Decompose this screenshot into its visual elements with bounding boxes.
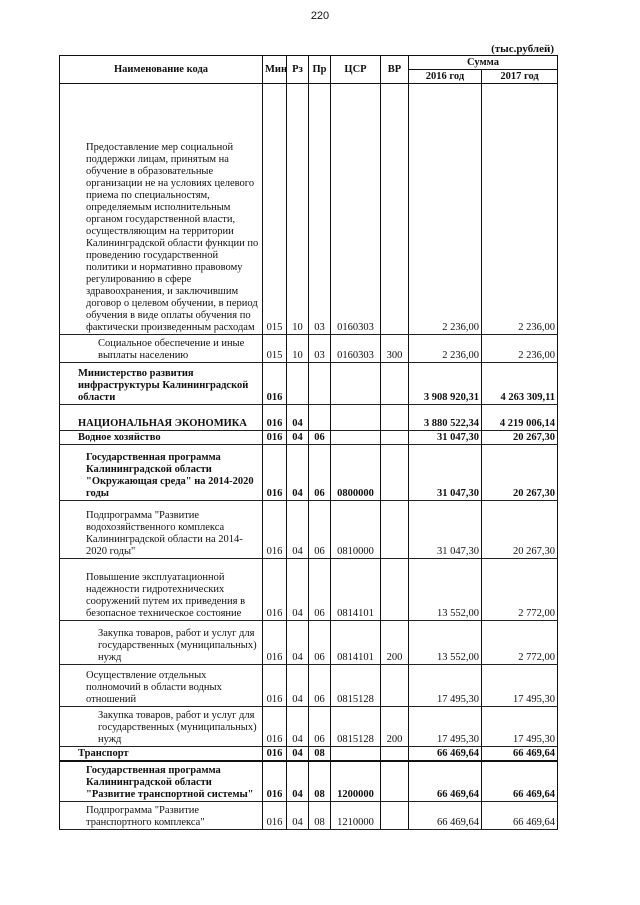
row-2016: 66 469,64 (409, 747, 482, 761)
row-2017: 2 772,00 (482, 559, 558, 621)
row-name: Осуществление отдельных полномочий в области водных отношений (60, 665, 263, 707)
page-number: 220 (310, 10, 330, 22)
row-pr (309, 363, 331, 405)
row-csr: 0814101 (331, 559, 381, 621)
row-pr: 08 (309, 761, 331, 802)
row-csr (331, 431, 381, 445)
header-csr: ЦСР (331, 56, 381, 84)
row-pr (309, 405, 331, 431)
row-min: 016 (263, 761, 287, 802)
row-csr: 1200000 (331, 761, 381, 802)
row-rz: 04 (287, 445, 309, 501)
row-2016: 31 047,30 (409, 431, 482, 445)
row-2016: 2 236,00 (409, 335, 482, 363)
row-2017: 20 267,30 (482, 431, 558, 445)
row-pr: 08 (309, 802, 331, 830)
row-rz: 04 (287, 707, 309, 747)
row-csr: 0800000 (331, 445, 381, 501)
row-vr: 200 (381, 621, 409, 665)
table-row (60, 707, 558, 747)
row-rz: 04 (287, 405, 309, 431)
row-min: 016 (263, 445, 287, 501)
row-2017: 2 236,00 (482, 84, 558, 335)
row-2017: 66 469,64 (482, 747, 558, 761)
row-name: Транспорт (60, 747, 263, 761)
row-vr (381, 431, 409, 445)
row-min: 016 (263, 431, 287, 445)
row-name: Предоставление мер социальной поддержки лицам, принятым на обучение в образовательные организации не на условиях целевого приема по специальностям, определяемым исполнительным органом государственной власти, осуществляющим на территории Калининградской области функции по проведению государственной политики и нормативно правовому регулированию в сфере здравоохранения, и заключившим договор о целевом обучении, в период обучения в виде оплаты обучения по фактически произведенным расходам (60, 84, 263, 335)
row-name: Закупка товаров, работ и услуг для государственных (муниципальных) нужд (60, 707, 263, 747)
row-2016: 31 047,30 (409, 501, 482, 559)
row-vr (381, 84, 409, 335)
row-2016: 31 047,30 (409, 445, 482, 501)
row-pr: 06 (309, 707, 331, 747)
table-row (60, 335, 558, 363)
row-min: 016 (263, 665, 287, 707)
row-min: 015 (263, 84, 287, 335)
row-pr: 03 (309, 335, 331, 363)
row-min: 016 (263, 802, 287, 830)
row-vr: 300 (381, 335, 409, 363)
row-name: Министерство развития инфраструктуры Калининградской области (60, 363, 263, 405)
table-row (60, 84, 558, 335)
units-label: (тыс.рублей) (491, 43, 554, 55)
row-2016: 66 469,64 (409, 761, 482, 802)
row-2017: 66 469,64 (482, 802, 558, 830)
row-2016: 17 495,30 (409, 665, 482, 707)
table-row (60, 747, 558, 761)
row-pr: 06 (309, 445, 331, 501)
row-vr (381, 445, 409, 501)
row-2017: 20 267,30 (482, 501, 558, 559)
header-min: Мин (263, 56, 287, 84)
row-name: НАЦИОНАЛЬНАЯ ЭКОНОМИКА (60, 405, 263, 431)
table-row (60, 559, 558, 621)
row-csr: 0160303 (331, 335, 381, 363)
header-sum: Сумма (409, 56, 558, 70)
row-2017: 17 495,30 (482, 665, 558, 707)
table-row (60, 501, 558, 559)
row-min: 016 (263, 621, 287, 665)
row-min: 016 (263, 707, 287, 747)
row-vr (381, 363, 409, 405)
table-row (60, 445, 558, 501)
row-name: Государственная программа Калининградской области "Развитие транспортной системы" (60, 761, 263, 802)
row-2017: 66 469,64 (482, 761, 558, 802)
row-min: 016 (263, 363, 287, 405)
row-rz: 04 (287, 665, 309, 707)
table-row (60, 802, 558, 830)
row-2017: 2 236,00 (482, 335, 558, 363)
row-rz (287, 363, 309, 405)
header-2016: 2016 год (409, 70, 482, 84)
row-name: Государственная программа Калининградской области "Окружающая среда" на 2014-2020 годы (60, 445, 263, 501)
row-vr (381, 405, 409, 431)
row-csr (331, 747, 381, 761)
header-vr: ВР (381, 56, 409, 84)
row-2017: 4 219 006,14 (482, 405, 558, 431)
row-2016: 17 495,30 (409, 707, 482, 747)
row-2017: 4 263 309,11 (482, 363, 558, 405)
row-2016: 2 236,00 (409, 84, 482, 335)
row-name: Подпрограмма "Развитие транспортного комплекса" (60, 802, 263, 830)
table-row (60, 665, 558, 707)
row-name: Подпрограмма "Развитие водохозяйственного комплекса Калининградской области на 2014-2020 годы" (60, 501, 263, 559)
row-2016: 13 552,00 (409, 621, 482, 665)
row-2017: 17 495,30 (482, 707, 558, 747)
table-row (60, 761, 558, 802)
row-csr: 0160303 (331, 84, 381, 335)
table-row (60, 621, 558, 665)
row-rz: 10 (287, 335, 309, 363)
header-rz: Рз (287, 56, 309, 84)
row-csr (331, 363, 381, 405)
row-rz: 04 (287, 747, 309, 761)
row-2016: 3 880 522,34 (409, 405, 482, 431)
row-csr: 0815128 (331, 707, 381, 747)
header-pr: Пр (309, 56, 331, 84)
header-2017: 2017 год (482, 70, 558, 84)
row-2017: 2 772,00 (482, 621, 558, 665)
row-min: 016 (263, 559, 287, 621)
table-row (60, 405, 558, 431)
row-2017: 20 267,30 (482, 445, 558, 501)
row-rz: 04 (287, 431, 309, 445)
row-rz: 04 (287, 559, 309, 621)
row-pr: 03 (309, 84, 331, 335)
header-name: Наименование кода (60, 56, 263, 84)
row-vr: 200 (381, 707, 409, 747)
row-csr: 1210000 (331, 802, 381, 830)
row-name: Повышение эксплуатационной надежности гидротехнических сооружений путем их приведения в безопасное техническое состояние (60, 559, 263, 621)
row-rz: 04 (287, 802, 309, 830)
row-rz: 04 (287, 761, 309, 802)
table-row (60, 363, 558, 405)
row-vr (381, 747, 409, 761)
row-csr (331, 405, 381, 431)
row-rz: 04 (287, 501, 309, 559)
row-pr: 08 (309, 747, 331, 761)
row-pr: 06 (309, 501, 331, 559)
row-min: 016 (263, 501, 287, 559)
budget-table (59, 55, 558, 830)
row-2016: 3 908 920,31 (409, 363, 482, 405)
row-min: 015 (263, 335, 287, 363)
row-2016: 66 469,64 (409, 802, 482, 830)
row-2016: 13 552,00 (409, 559, 482, 621)
row-min: 016 (263, 405, 287, 431)
table-row (60, 431, 558, 445)
row-vr (381, 802, 409, 830)
row-pr: 06 (309, 665, 331, 707)
row-name: Закупка товаров, работ и услуг для государственных (муниципальных) нужд (60, 621, 263, 665)
row-vr (381, 761, 409, 802)
row-rz: 04 (287, 621, 309, 665)
row-vr (381, 501, 409, 559)
row-pr: 06 (309, 431, 331, 445)
row-csr: 0810000 (331, 501, 381, 559)
row-name: Водное хозяйство (60, 431, 263, 445)
row-pr: 06 (309, 559, 331, 621)
row-vr (381, 665, 409, 707)
row-pr: 06 (309, 621, 331, 665)
row-csr: 0815128 (331, 665, 381, 707)
row-csr: 0814101 (331, 621, 381, 665)
row-min: 016 (263, 747, 287, 761)
row-vr (381, 559, 409, 621)
row-rz: 10 (287, 84, 309, 335)
row-name: Социальное обеспечение и иные выплаты населению (60, 335, 263, 363)
